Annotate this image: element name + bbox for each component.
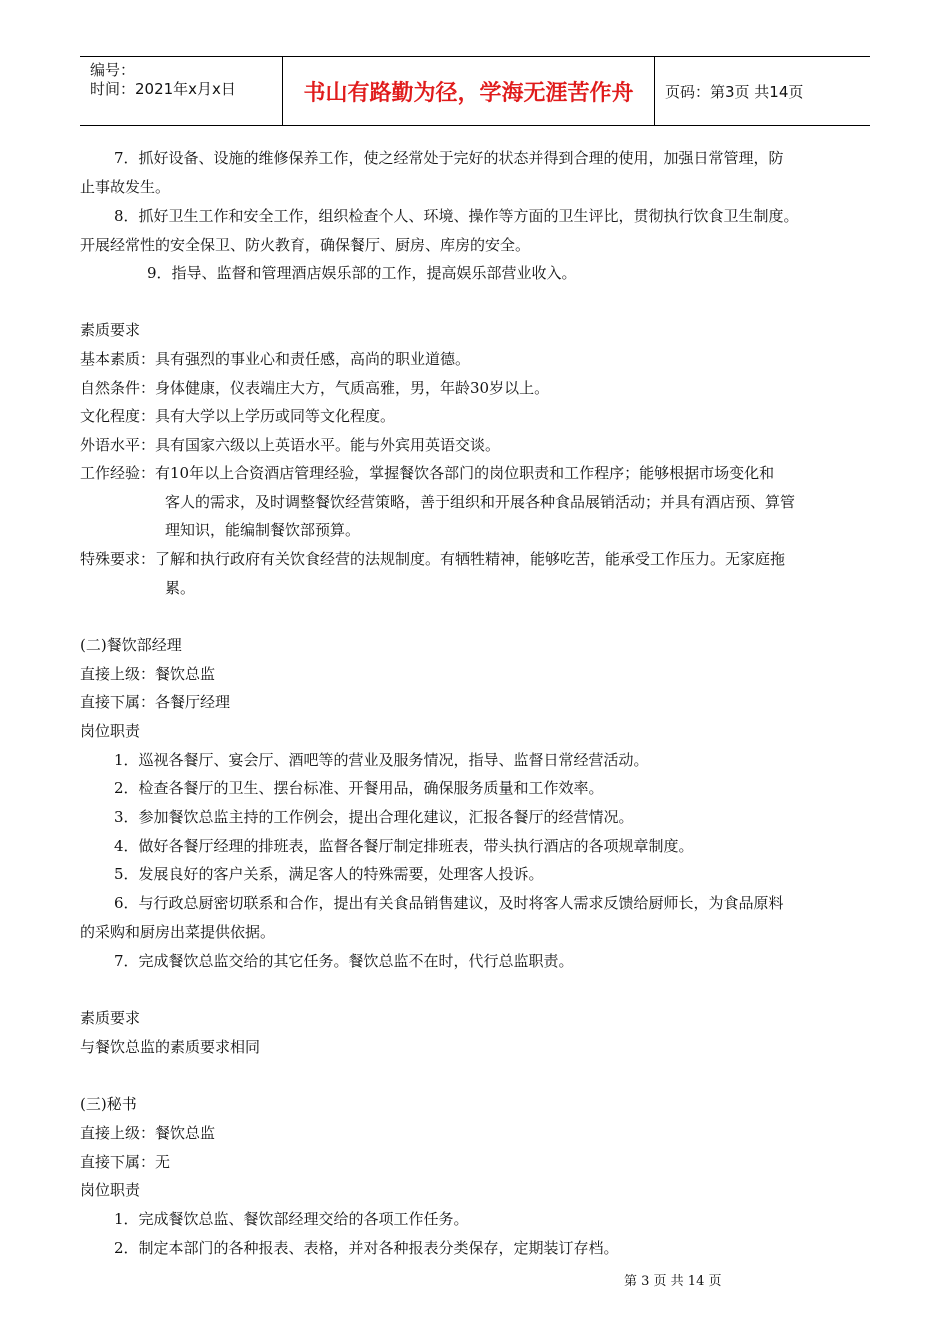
text-line: 岗位职责: [80, 1181, 141, 1199]
text-line: 直接上级：餐饮总监: [80, 665, 216, 683]
section-heading: (三)秘书: [80, 1095, 137, 1113]
header-slogan: 书山有路勤为径，学海无涯苦作舟: [283, 57, 655, 125]
text-line: 7．完成餐饮总监交给的其它任务。餐饮总监不在时，代行总监职责。: [114, 952, 574, 970]
text-line: 7．抓好设备、设施的维修保养工作，使之经常处于完好的状态并得到合理的使用，加强日常管理，防: [114, 149, 784, 167]
header-meta: [80, 57, 283, 125]
text-line: 的采购和厨房出菜提供依据。: [80, 923, 276, 941]
text-line: 8．抓好卫生工作和安全工作，组织检查个人、环境、操作等方面的卫生评比，贯彻执行饮食卫生制度。: [114, 207, 799, 225]
text-line: 特殊要求：了解和执行政府有关饮食经营的法规制度。有牺牲精神，能够吃苦，能承受工作压力。无家庭拖: [80, 550, 786, 568]
text-line: 5．发展良好的客户关系，满足客人的特殊需要，处理客人投诉。: [114, 865, 544, 883]
text-line: 工作经验：有10年以上合资酒店管理经验，掌握餐饮各部门的岗位职责和工作程序；能够根据市场变化和: [80, 464, 775, 482]
section-heading: 素质要求: [80, 1009, 141, 1027]
text-line: 文化程度：具有大学以上学历或同等文化程度。: [80, 407, 396, 425]
text-line: 1．完成餐饮总监、餐饮部经理交给的各项工作任务。: [114, 1210, 469, 1228]
text-line: 6．与行政总厨密切联系和合作，提出有关食品销售建议，及时将客人需求反馈给厨师长，为食品原料: [114, 894, 784, 912]
section-heading: (二)餐饮部经理: [80, 636, 182, 654]
text-line: 止事故发生。: [80, 178, 171, 196]
text-line: 直接上级：餐饮总监: [80, 1124, 216, 1142]
text-line: 开展经常性的安全保卫、防火教育，确保餐厅、厨房、库房的安全。: [80, 236, 531, 254]
text-line: 基本素质：具有强烈的事业心和责任感，高尚的职业道德。: [80, 350, 471, 368]
text-line: 自然条件：身体健康，仪表端庄大方，气质高雅，男，年龄30岁以上。: [80, 379, 550, 397]
text-line: 3．参加餐饮总监主持的工作例会，提出合理化建议，汇报各餐厅的经营情况。: [114, 808, 634, 826]
text-line: 与餐饮总监的素质要求相同: [80, 1038, 261, 1056]
text-line: 4．做好各餐厅经理的排班表，监督各餐厅制定排班表，带头执行酒店的各项规章制度。: [114, 837, 694, 855]
section-heading: 素质要求: [80, 321, 141, 339]
header-page-info: 页码：第3页 共14页: [665, 82, 804, 101]
text-line: 岗位职责: [80, 722, 141, 740]
text-line: 直接下属：无: [80, 1153, 171, 1171]
text-line: 1．巡视各餐厅、宴会厅、酒吧等的营业及服务情况，指导、监督日常经营活动。: [114, 751, 649, 769]
time-label: 时间：2021年x月x日: [90, 80, 236, 98]
document-header: [80, 56, 870, 126]
page-footer: 第 3 页 共 14 页: [624, 1274, 722, 1289]
text-line: 9．指导、监督和管理酒店娱乐部的工作，提高娱乐部营业收入。: [147, 264, 577, 282]
text-line: 直接下属：各餐厅经理: [80, 693, 231, 711]
text-line: 外语水平：具有国家六级以上英语水平。能与外宾用英语交谈。: [80, 436, 501, 454]
text-line: 客人的需求，及时调整餐饮经营策略，善于组织和开展各种食品展销活动；并具有酒店预、算管: [165, 493, 796, 511]
text-line: 累。: [165, 579, 196, 597]
number-label: 编号：: [90, 61, 136, 79]
text-line: 2．制定本部门的各种报表、表格，并对各种报表分类保存，定期装订存档。: [114, 1239, 619, 1257]
text-line: 理知识，能编制餐饮部预算。: [165, 521, 361, 539]
text-line: 2．检查各餐厅的卫生、摆台标准、开餐用品，确保服务质量和工作效率。: [114, 779, 604, 797]
